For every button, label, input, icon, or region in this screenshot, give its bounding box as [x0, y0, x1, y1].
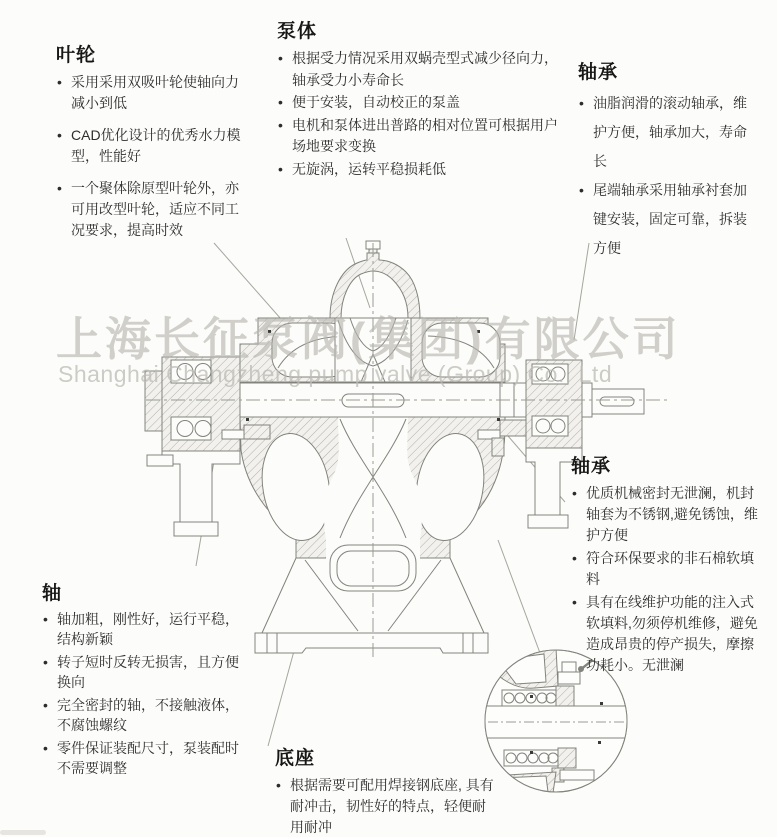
section-base: [275, 743, 497, 837]
list-item: • 转子短时反转无损害，且方便换向: [42, 653, 248, 692]
section-seal-list: [571, 483, 764, 676]
list-item: • 电机和泵体进出普路的相对位置可根据用户场地要求变换: [277, 115, 564, 158]
watermark-english: Shanghai Changzheng pump valve (Group) Co., Ltd: [58, 361, 613, 387]
list-item: • 零件保证装配尺寸，泵装配时不需要调整: [42, 739, 248, 778]
section-seal-title: 轴承: [571, 456, 612, 477]
list-item: • 油脂润滑的滚动轴承，维护方便，轴承加大，寿命长: [578, 89, 756, 176]
section-shaft-list: [42, 610, 248, 778]
section-base-list: [275, 775, 497, 837]
section-shaft: [42, 578, 248, 782]
list-item: • 具有在线维护功能的注入式软填料,勿须停机维修，避免造成昂贵的停产损失，摩擦功耗小。无泄澜: [571, 592, 764, 676]
section-seal: [571, 451, 764, 678]
section-impeller-list: [56, 72, 246, 241]
list-item: • 完全密封的轴，不接触液体，不腐蚀螺纹: [42, 696, 248, 735]
list-item: • 便于安装，自动校正的泵盖: [277, 92, 564, 114]
list-item: • 尾端轴承采用轴承衬套加键安装，固定可靠，拆装方便: [578, 176, 756, 263]
list-item: • 根据需要可配用焊接钢底座, 具有耐冲击，韧性好的特点，轻便耐用耐冲: [275, 775, 497, 837]
section-shaft-title: 轴: [42, 583, 63, 604]
list-item: • 采用采用双吸叶轮使轴向力减小到低: [56, 72, 246, 114]
list-item: • 轴加粗，刚性好，运行平稳，结构新颖: [42, 610, 248, 649]
section-pump-body-list: [277, 48, 564, 180]
section-bearing-list: [578, 89, 756, 263]
list-item: • CAD优化设计的优秀水力模型，性能好: [56, 125, 246, 167]
list-item: • 根据受力情况采用双蜗壳型式减少径向力，轴承受力小寿命长: [277, 48, 564, 91]
scan-artifact: [0, 830, 46, 835]
section-base-title: 底座: [275, 748, 316, 769]
list-item: • 无旋涡，运转平稳损耗低: [277, 159, 564, 181]
list-item: • 优质机械密封无泄澜，机封轴套为不锈钢,避免锈蚀，维护方便: [571, 483, 764, 546]
section-pump-body-title: 泵体: [277, 21, 318, 42]
list-item: • 一个聚体除原型叶轮外，亦可用改型叶轮，适应不同工况要求，提高时效: [56, 178, 246, 241]
section-bearing: [578, 57, 756, 263]
section-pump-body: [277, 16, 564, 181]
watermark-chinese: 上海长征泵阀(集团)有限公司: [56, 313, 681, 365]
section-impeller-title: 叶轮: [56, 45, 97, 66]
section-bearing-title: 轴承: [578, 62, 619, 83]
section-impeller: [56, 40, 246, 252]
list-item: • 符合环保要求的非石棉软填料: [571, 548, 764, 590]
